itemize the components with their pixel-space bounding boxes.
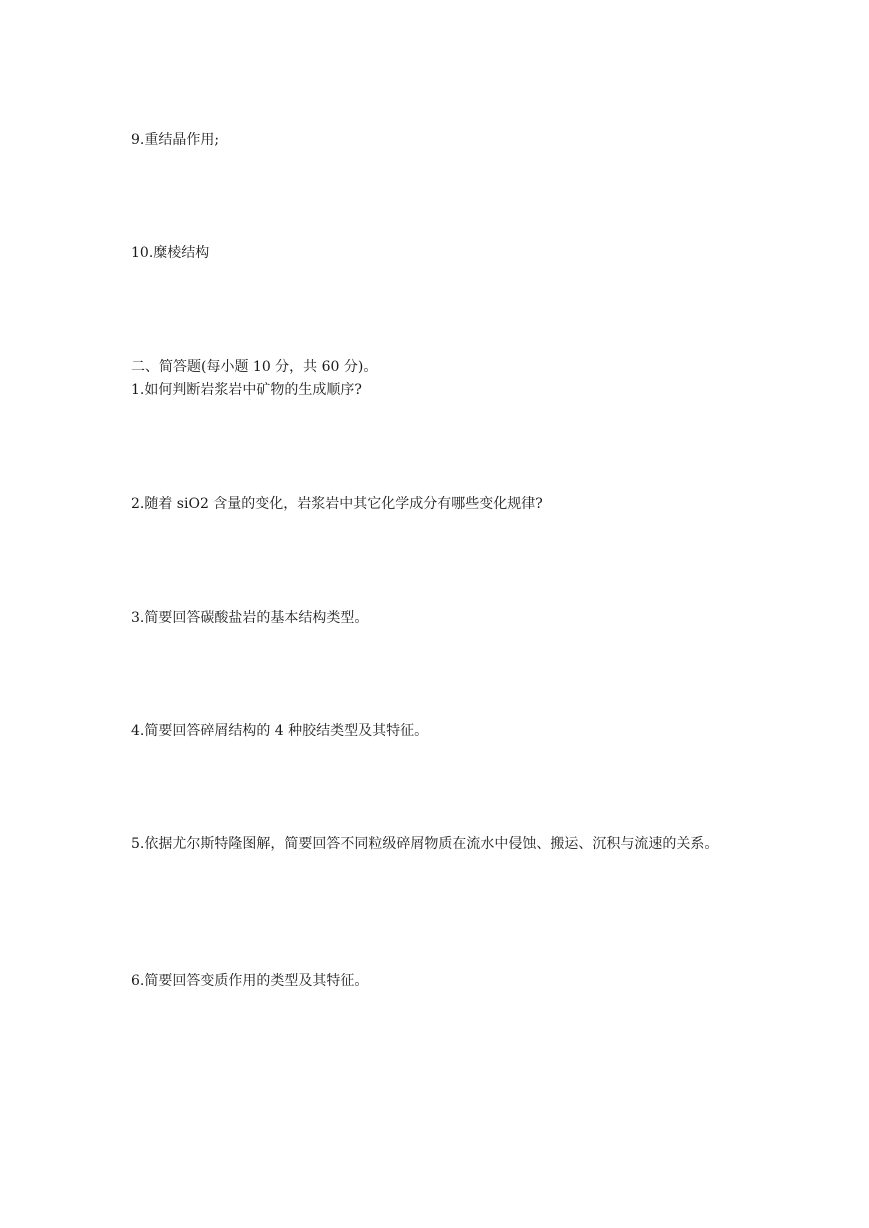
question-4: 4.简要回答碎屑结构的 4 种胶结类型及其特征。 [131, 723, 429, 739]
question-1: 1.如何判断岩浆岩中矿物的生成顺序? [131, 382, 362, 398]
question-6: 6.简要回答变质作用的类型及其特征。 [131, 973, 369, 989]
section-heading: 二、简答题(每小题 10 分，共 60 分)。 [131, 359, 378, 375]
question-3: 3.简要回答碳酸盐岩的基本结构类型。 [131, 610, 369, 626]
question-2: 2.随着 siO2 含量的变化，岩浆岩中其它化学成分有哪些变化规律? [131, 496, 543, 512]
term-item-9: 9.重结晶作用; [131, 132, 220, 148]
question-5: 5.依据尤尔斯特隆图解，简要回答不同粒级碎屑物质在流水中侵蚀、搬运、沉积与流速的关系。 [131, 836, 719, 852]
term-item-10: 10.糜棱结构 [131, 245, 210, 261]
